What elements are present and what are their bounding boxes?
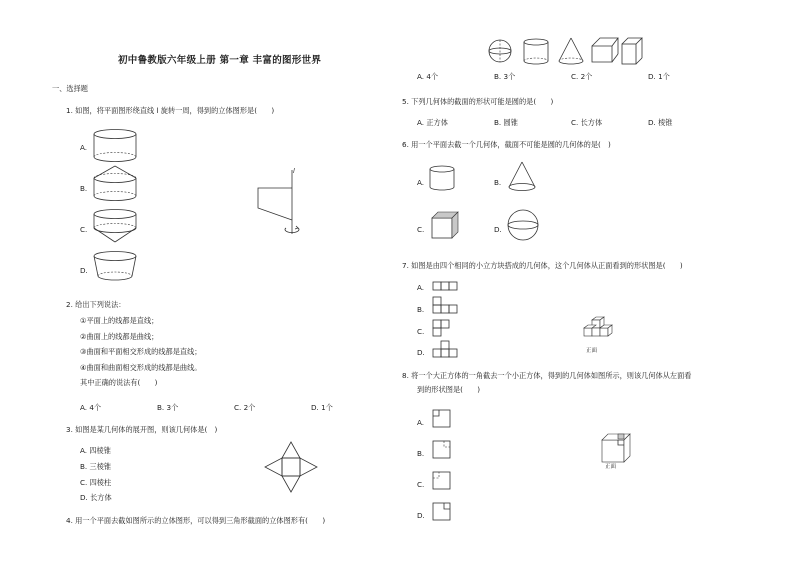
q1-option-d: D. [80, 266, 88, 275]
q6-figure-a-cylinder [428, 164, 456, 194]
q2-option-b: B. 3个 [157, 403, 179, 412]
q1-rotation-figure [250, 168, 310, 238]
page-title: 初中鲁教版六年级上册 第一章 丰富的图形世界 [118, 55, 322, 66]
q8-view-d [432, 502, 452, 522]
q6-figure-b-cone [506, 160, 538, 194]
q8-front-label: 正面 [605, 464, 617, 470]
q2-stem: 2. 给出下列说法： [66, 300, 126, 309]
q5-stem: 5. 下列几何体的截面的形状可能是圆的是( ) [402, 97, 554, 106]
q6-figure-d-sphere [506, 208, 540, 242]
q7-option-b: B. [417, 305, 425, 314]
q3-option-b: B. 三棱锥 [80, 462, 112, 471]
q2-statement-4: ④曲面和曲面相交形成的线都是曲线。 [80, 363, 202, 372]
q3-option-d: D. 长方体 [80, 493, 112, 502]
q7-view-c [432, 319, 462, 337]
q8-option-a: A. [417, 418, 425, 427]
q5-option-b: B. 圆锥 [494, 118, 518, 127]
q1-figure-c-cylinder-cone [92, 206, 138, 246]
q3-net-figure [262, 440, 322, 496]
q7-option-a: A. [417, 283, 425, 292]
q1-option-a: A. [80, 143, 88, 152]
q8-cube-figure [600, 432, 634, 464]
q5-option-d: D. 棱锥 [648, 118, 673, 127]
q1-stem: 1. 如图，将平面图形绕直线 l 旋转一周，得到的立体图形是( ) [66, 106, 275, 115]
q3-option-c: C. 四棱柱 [80, 478, 112, 487]
q2-statement-3: ③曲面和平面相交形成的线都是直线； [80, 347, 202, 356]
q8-stem-2: 到的形状图是( ) [417, 385, 481, 394]
q7-cubes-figure [578, 318, 618, 346]
q4-option-a-label: A. 4个 [417, 72, 439, 81]
q4-option-b: B. 3个 [494, 72, 516, 81]
q7-option-d: D. [417, 348, 425, 357]
q2-option-a: A. 4个 [80, 403, 102, 412]
q5-option-c: C. 长方体 [571, 118, 603, 127]
q6-figure-c-cube [430, 210, 460, 240]
q4-option-d: D. 1个 [648, 72, 670, 81]
q8-option-c: C. [417, 480, 425, 489]
q4-solids-figure [488, 36, 648, 68]
q8-view-b [432, 440, 452, 460]
q7-view-a [432, 281, 462, 291]
q3-option-a: A. 四棱锥 [80, 446, 111, 455]
q8-option-b: B. [417, 449, 425, 458]
q7-view-b [432, 296, 462, 314]
q1-figure-d-frustum [92, 248, 138, 288]
q1-option-b: B. [80, 184, 88, 193]
q2-statement-1: ①平面上的线都是直线； [80, 316, 159, 325]
q4-option-c: C. 2个 [571, 72, 593, 81]
q8-view-a [432, 409, 452, 429]
q6-option-a: A. [417, 178, 425, 187]
q6-stem: 6. 用一个平面去截一个几何体，截面不可能是圆的几何体的是( ) [402, 140, 611, 149]
q2-statement-2: ②曲面上的线都是曲线； [80, 332, 159, 341]
q1-axis-label: l [293, 167, 295, 175]
q1-option-c: C. [80, 225, 88, 234]
q8-stem: 8. 将一个大正方体的一角截去一个小正方体，得到的几何体如图所示，则该几何体从左面看 [402, 371, 692, 380]
q2-option-c: C. 2个 [234, 403, 256, 412]
q8-option-d: D. [417, 511, 425, 520]
q4-stem: 4. 用一个平面去截如图所示的立体图形，可以得到三角形截面的立体图形有( ) [66, 516, 326, 525]
q3-stem: 3. 如图是某几何体的展开图，则该几何体是( ) [66, 425, 218, 434]
q7-option-c: C. [417, 327, 425, 336]
q7-stem: 7. 如图是由四个相同的小立方块搭成的几何体，这个几何体从正面看到的形状图是( ) [402, 261, 683, 270]
q7-front-label: 正面 [586, 348, 598, 354]
q7-view-d [432, 340, 462, 358]
q1-figure-b-cone-cylinder [92, 164, 138, 204]
q8-view-c [432, 471, 452, 491]
q2-option-d: D. 1个 [311, 403, 333, 412]
q1-figure-a-cylinder [92, 128, 138, 164]
q6-option-d: D. [494, 225, 502, 234]
q6-option-c: C. [417, 225, 425, 234]
q6-option-b: B. [494, 178, 502, 187]
section-heading: 一、选择题 [52, 84, 88, 93]
q2-ask: 其中正确的说法有( ) [80, 378, 158, 387]
q5-option-a: A. 正方体 [417, 118, 448, 127]
